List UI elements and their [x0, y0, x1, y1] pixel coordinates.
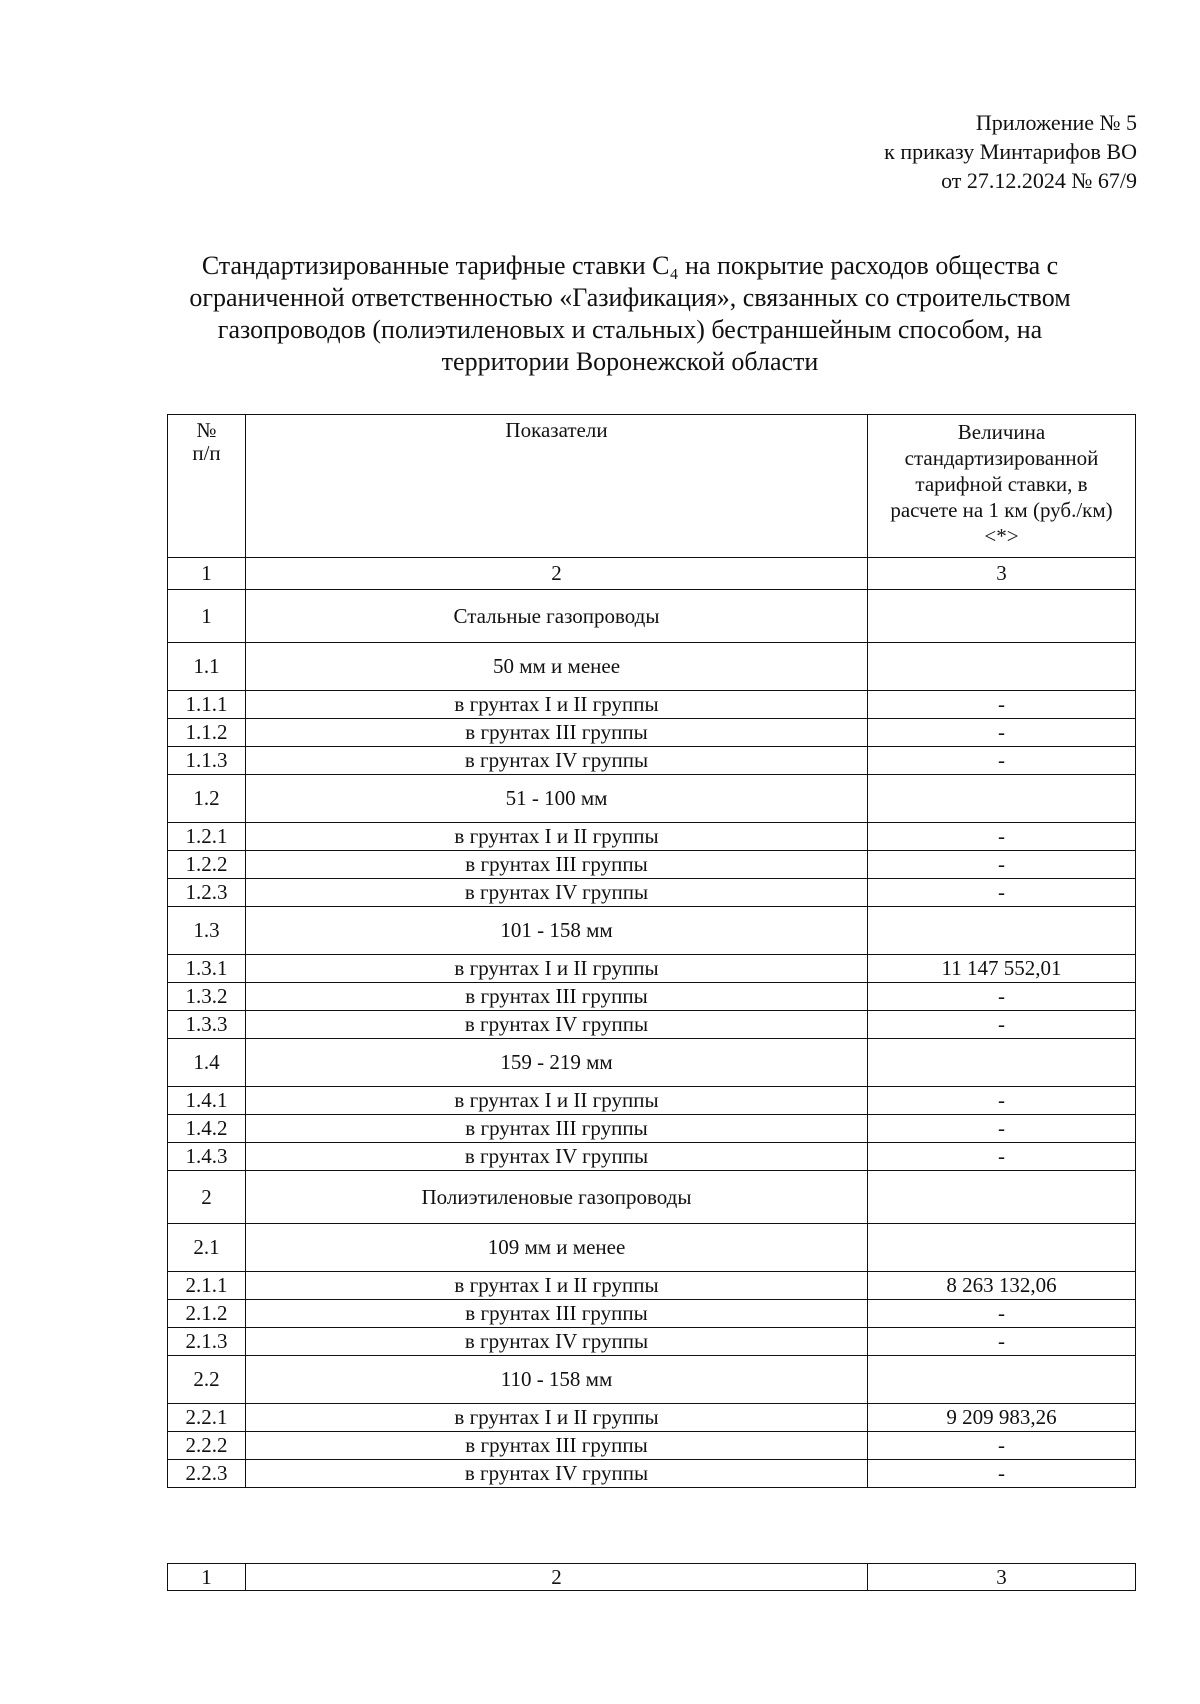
row-indicator: в грунтах III группы	[246, 1432, 868, 1460]
group-row	[168, 643, 1136, 691]
column-number-3: 3	[868, 558, 1136, 590]
header-indicators: Показатели	[246, 415, 868, 558]
table-row	[168, 719, 1136, 747]
row-value: 9 209 983,26	[868, 1404, 1136, 1432]
section-row	[168, 590, 1136, 643]
group-row	[168, 1224, 1136, 1272]
row-number: 1.4	[168, 1039, 246, 1087]
row-number: 1.3.2	[168, 983, 246, 1011]
row-value: -	[868, 1460, 1136, 1488]
header-number-line-2: п/п	[192, 441, 221, 465]
row-indicator: в грунтах IV группы	[246, 1460, 868, 1488]
column-number-2: 2	[246, 558, 868, 590]
row-indicator: в грунтах I и II группы	[246, 691, 868, 719]
header-number-line-1: №	[196, 418, 217, 442]
header-value-line-5: <*>	[984, 524, 1019, 548]
table-row	[168, 1328, 1136, 1356]
table-row	[168, 1011, 1136, 1039]
tariff-table	[167, 414, 1136, 1488]
appendix-order: к приказу Минтарифов ВО	[884, 139, 1137, 164]
row-number: 2	[168, 1171, 246, 1224]
row-number: 2.1.2	[168, 1300, 246, 1328]
row-number: 1.3.1	[168, 955, 246, 983]
row-indicator: в грунтах I и II группы	[246, 1272, 868, 1300]
row-number: 2.1.3	[168, 1328, 246, 1356]
row-indicator: в грунтах IV группы	[246, 879, 868, 907]
row-value: -	[868, 879, 1136, 907]
header-value	[868, 415, 1136, 558]
row-value	[868, 1171, 1136, 1224]
row-indicator: в грунтах IV группы	[246, 1011, 868, 1039]
row-indicator: в грунтах III группы	[246, 851, 868, 879]
row-number: 2.2.2	[168, 1432, 246, 1460]
continuation-column-3: 3	[868, 1564, 1136, 1591]
title-line-3: газопроводов (полиэтиленовых и стальных) бестраншейным способом, на	[217, 315, 1043, 344]
row-indicator: Стальные газопроводы	[246, 590, 868, 643]
row-indicator: в грунтах IV группы	[246, 1328, 868, 1356]
table-row	[168, 1300, 1136, 1328]
appendix-number: Приложение № 5	[975, 110, 1137, 135]
row-indicator: 50 мм и менее	[246, 643, 868, 691]
row-value: 8 263 132,06	[868, 1272, 1136, 1300]
row-value: -	[868, 1432, 1136, 1460]
row-value	[868, 1356, 1136, 1404]
header-value-line-2: стандартизированной	[904, 446, 1099, 470]
row-indicator: в грунтах IV группы	[246, 747, 868, 775]
header-value-line-4: расчете на 1 км (руб./км)	[890, 498, 1113, 522]
table-row	[168, 1272, 1136, 1300]
row-number: 1.3	[168, 907, 246, 955]
row-indicator: в грунтах I и II группы	[246, 955, 868, 983]
row-value: -	[868, 1011, 1136, 1039]
row-value: -	[868, 1328, 1136, 1356]
row-indicator: в грунтах I и II группы	[246, 823, 868, 851]
section-row	[168, 1171, 1136, 1224]
row-number: 1.2	[168, 775, 246, 823]
continuation-column-1: 1	[168, 1564, 246, 1591]
row-value	[868, 1224, 1136, 1272]
header-value-line-3: тарифной ставки, в	[915, 472, 1088, 496]
row-value: -	[868, 747, 1136, 775]
row-value: -	[868, 1115, 1136, 1143]
row-number: 2.1.1	[168, 1272, 246, 1300]
continuation-table	[167, 1563, 1136, 1591]
table-row	[168, 879, 1136, 907]
row-value	[868, 1039, 1136, 1087]
row-value: -	[868, 719, 1136, 747]
row-number: 1.1	[168, 643, 246, 691]
title-line-1: Стандартизированные тарифные ставки С₄ на покрытие расходов общества с	[201, 251, 1059, 280]
row-indicator: в грунтах I и II группы	[246, 1404, 868, 1432]
row-value	[868, 643, 1136, 691]
row-indicator: в грунтах I и II группы	[246, 1087, 868, 1115]
column-number-row	[168, 558, 1136, 590]
document-title	[130, 250, 1130, 378]
title-line-4: территории Воронежской области	[441, 347, 819, 376]
row-value: -	[868, 983, 1136, 1011]
appendix-date: от 27.12.2024 № 67/9	[941, 168, 1137, 193]
row-value: -	[868, 823, 1136, 851]
row-number: 1.4.3	[168, 1143, 246, 1171]
row-value	[868, 907, 1136, 955]
table-row	[168, 1404, 1136, 1432]
row-number: 1.4.1	[168, 1087, 246, 1115]
row-indicator: в грунтах III группы	[246, 1115, 868, 1143]
row-number: 1.1.1	[168, 691, 246, 719]
row-indicator: 110 - 158 мм	[246, 1356, 868, 1404]
appendix-reference	[884, 108, 1137, 195]
row-value	[868, 590, 1136, 643]
row-value: -	[868, 1143, 1136, 1171]
table-row	[168, 691, 1136, 719]
row-indicator: в грунтах III группы	[246, 1300, 868, 1328]
continuation-column-2: 2	[246, 1564, 868, 1591]
table-row	[168, 823, 1136, 851]
row-indicator: в грунтах IV группы	[246, 1143, 868, 1171]
row-number: 1	[168, 590, 246, 643]
group-row	[168, 907, 1136, 955]
row-number: 1.3.3	[168, 1011, 246, 1039]
table-row	[168, 1460, 1136, 1488]
row-number: 2.2.3	[168, 1460, 246, 1488]
header-value-line-1: Величина	[957, 420, 1046, 444]
group-row	[168, 775, 1136, 823]
table-header-row	[168, 415, 1136, 558]
table-row	[168, 747, 1136, 775]
group-row	[168, 1039, 1136, 1087]
row-number: 2.1	[168, 1224, 246, 1272]
table-row	[168, 1087, 1136, 1115]
table-row	[168, 983, 1136, 1011]
group-row	[168, 1356, 1136, 1404]
column-number-1: 1	[168, 558, 246, 590]
row-indicator: 51 - 100 мм	[246, 775, 868, 823]
row-number: 2.2.1	[168, 1404, 246, 1432]
row-indicator: Полиэтиленовые газопроводы	[246, 1171, 868, 1224]
row-number: 1.1.3	[168, 747, 246, 775]
row-value	[868, 775, 1136, 823]
header-number	[168, 415, 246, 558]
continuation-number-row	[168, 1564, 1136, 1591]
table-row	[168, 955, 1136, 983]
table-row	[168, 851, 1136, 879]
row-number: 1.4.2	[168, 1115, 246, 1143]
row-indicator: 159 - 219 мм	[246, 1039, 868, 1087]
row-value: 11 147 552,01	[868, 955, 1136, 983]
row-value: -	[868, 1300, 1136, 1328]
row-indicator: 101 - 158 мм	[246, 907, 868, 955]
table-row	[168, 1143, 1136, 1171]
row-indicator: 109 мм и менее	[246, 1224, 868, 1272]
row-number: 1.1.2	[168, 719, 246, 747]
row-value: -	[868, 691, 1136, 719]
table-row	[168, 1432, 1136, 1460]
row-number: 1.2.1	[168, 823, 246, 851]
title-line-2: ограниченной ответственностью «Газификация», связанных со строительством	[189, 283, 1071, 312]
table-row	[168, 1115, 1136, 1143]
row-number: 1.2.3	[168, 879, 246, 907]
row-number: 2.2	[168, 1356, 246, 1404]
row-number: 1.2.2	[168, 851, 246, 879]
row-indicator: в грунтах III группы	[246, 719, 868, 747]
row-indicator: в грунтах III группы	[246, 983, 868, 1011]
row-value: -	[868, 1087, 1136, 1115]
row-value: -	[868, 851, 1136, 879]
